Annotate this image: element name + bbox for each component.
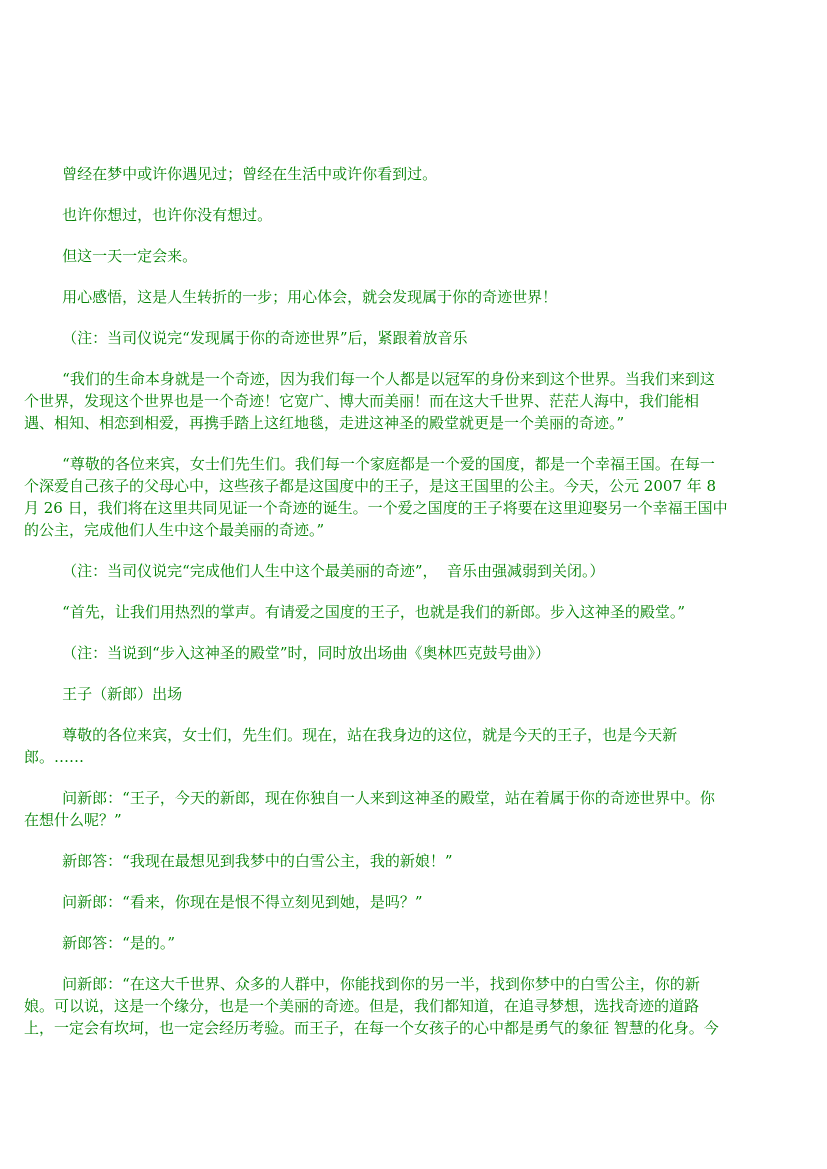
paragraph-note-1: （注：当司仪说完“发现属于你的奇迹世界”后，紧跟着放音乐 xyxy=(24,329,468,347)
paragraph-11: 新郎答：“我现在最想见到我梦中的白雪公主，我的新娘！” xyxy=(24,852,453,870)
paragraph-2: 也许你想过，也许你没有想过。 xyxy=(24,206,273,224)
paragraph-7: “首先，让我们用热烈的掌声。有请爱之国度的王子，也就是我们的新郎。步入这神圣的殿堂。” xyxy=(24,603,685,621)
paragraph-1: 曾经在梦中或许你遇见过；曾经在生活中或许你看到过。 xyxy=(24,165,438,183)
paragraph-note-3: （注：当说到“步入这神圣的殿堂”时，同时放出场曲《奥林匹克鼓号曲》） xyxy=(24,644,550,662)
paragraph-12: 问新郎：“看来，你现在是恨不得立刻见到她，是吗？” xyxy=(24,893,423,911)
paragraph-13: 新郎答：“是的。” xyxy=(24,934,175,952)
paragraph-8: 王子（新郎）出场 xyxy=(24,685,183,703)
paragraph-4: 用心感悟，这是人生转折的一步；用心体会，就会发现属于你的奇迹世界！ xyxy=(24,288,558,306)
paragraph-10: 问新郎：“王子，今天的新郎，现在你独自一人来到这神圣的殿堂，站在着属于你的奇迹世界中。你 在想什么呢？” xyxy=(24,789,715,829)
paragraph-5: “我们的生命本身就是一个奇迹，因为我们每一个人都是以冠军的身份来到这个世界。当我们来到这 个世界，发现这个世界也是一个奇迹！它宽广、博大而美丽！而在这大千世界、茫茫人海中，我们能相 遇、相知、相恋到相爱，再携手踏上这红地毯，走进这神圣的殿堂就更是一个美丽的奇迹。” xyxy=(24,370,715,432)
paragraph-6: “尊敬的各位来宾，女士们先生们。我们每一个家庭都是一个爱的国度，都是一个幸福王国。在每一 个深爱自己孩子的父母心中，这些孩子都是这国度中的王子，是这王国里的公主。今天，公元 2007 年 8 月 26 日，我们将在这里共同见证一个奇迹的诞生。一个爱之国度的王子将要在这里迎娶另一个幸福王国中 的公主，完成他们人生中这个最美丽的奇迹。” xyxy=(24,455,728,539)
paragraph-14: 问新郎：“在这大千世界、众多的人群中，你能找到你的另一半，找到你梦中的白雪公主，你的新 娘。可以说，这是一个缘分，也是一个美丽的奇迹。但是，我们都知道，在追寻梦想，选找奇迹的道路 上，一定会有坎坷，也一定会经历考验。而王子，在每一个女孩子的心中都是勇气的象征 智慧的化身。今 xyxy=(24,975,719,1037)
paragraph-note-2: （注：当司仪说完“完成他们人生中这个最美丽的奇迹”， 音乐由强减弱到关闭。） xyxy=(24,562,605,580)
paragraph-3: 但这一天一定会来。 xyxy=(24,247,198,265)
paragraph-9: 尊敬的各位来宾，女士们，先生们。现在，站在我身边的这位，就是今天的王子，也是今天新 郎。…… xyxy=(24,726,678,766)
